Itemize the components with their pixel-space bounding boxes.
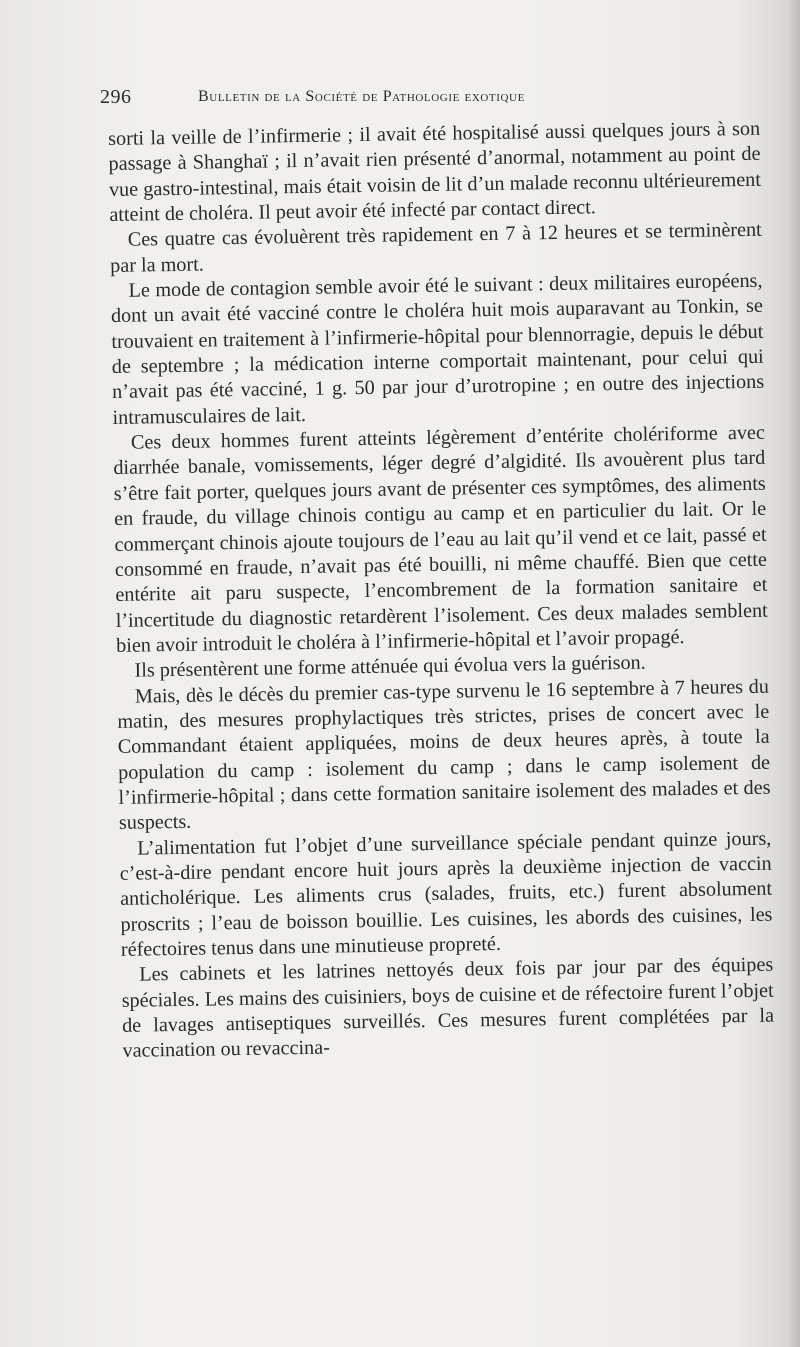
page-edge-shadow: [786, 0, 800, 1347]
running-title: Bulletin de la Société de Pathologie exotique: [198, 88, 525, 105]
paragraph-continued: sorti la veille de l’infirmerie ; il avait été hospitalisé aussi quelques jours à son passage à Shanghaï ; il n’avait rien présenté d’anormal, notamment au point de vue gastro-intestinal, mais était voisin de lit d’un malade reconnu ultérieurement atteint de choléra. Il peut avoir été infecté par contact direct.: [108, 117, 762, 227]
page-number: 296: [100, 86, 132, 108]
body-text: [108, 117, 775, 1065]
paragraph: Ces quatre cas évoluèrent très rapidement en 7 à 12 heures et se terminèrent par la mort.: [110, 219, 762, 277]
paragraph: Les cabinets et les latrines nettoyés deux fois par jour par des équipes spéciales. Les mains des cuisiniers, boys de cuisine et de réfectoire furent l’objet de lavages antiseptiques surveillés. Ces mesures furent complétées par la vaccination ou revaccina-: [121, 953, 775, 1063]
paragraph: Ils présentèrent une forme atténuée qui évolua vers la guérison.: [134, 651, 646, 682]
paragraph: L’alimentation fut l’objet d’une surveillance spéciale pendant quinze jours, c’est-à-dire pendant encore huit jours après la deuxième injection de vaccin anticholérique. Les aliments crus (salades, fruits, etc.) furent absolument proscrits ; l’eau de boisson bouillie. Les cuisines, les abords des cuisines, les réfectoires tenus dans une minutieuse propreté.: [119, 827, 773, 961]
paragraph: Ces deux hommes furent atteints légèrement d’entérite cholériforme avec diarrhée banale, vomissements, léger degré d’algidité. Ils avouèrent plus tard s’être fait porter, quelques jours avant de présenter ces symptômes, des aliments en fraude, du village chinois contigu au camp et en particulier du lait. Or le commerçant chinois ajoute toujours de l’eau au lait qu’il vend et ce lait, passé et consommé en fraude, n’avait pas été bouilli, ni même chauffé. Bien que cette entérite ait paru suspecte, l’encombrement de la formation sanitaire et l’incertitude du diagnostic retardèrent l’isolement. Ces deux malades semblent bien avoir introduit le choléra à l’infirmerie-hôpital et l’avoir propagé.: [113, 421, 768, 657]
paragraph: Mais, dès le décès du premier cas-type survenu le 16 septembre à 7 heures du matin, des mesures prophylactiques très strictes, prises de concert avec le Commandant étaient appliquées, moins de deux heures après, à toute la population du camp : isolement du camp ; dans le camp isolement de l’infirmerie-hôpital ; dans cette formation sanitaire isolement des malades et des suspects.: [117, 675, 771, 835]
running-header: [100, 86, 660, 116]
paragraph: Le mode de contagion semble avoir été le suivant : deux militaires européens, dont un avait été vacciné contre le choléra huit mois auparavant au Tonkin, se trouvaient en traitement à l’infirmerie-hôpital pour blennorragie, depuis le début de septembre ; la médication interne comportait maintenant, pour celui qui n’avait pas été vacciné, 1 g. 50 par jour d’urotropine ; en outre des injections intramusculaires de lait.: [110, 269, 765, 429]
